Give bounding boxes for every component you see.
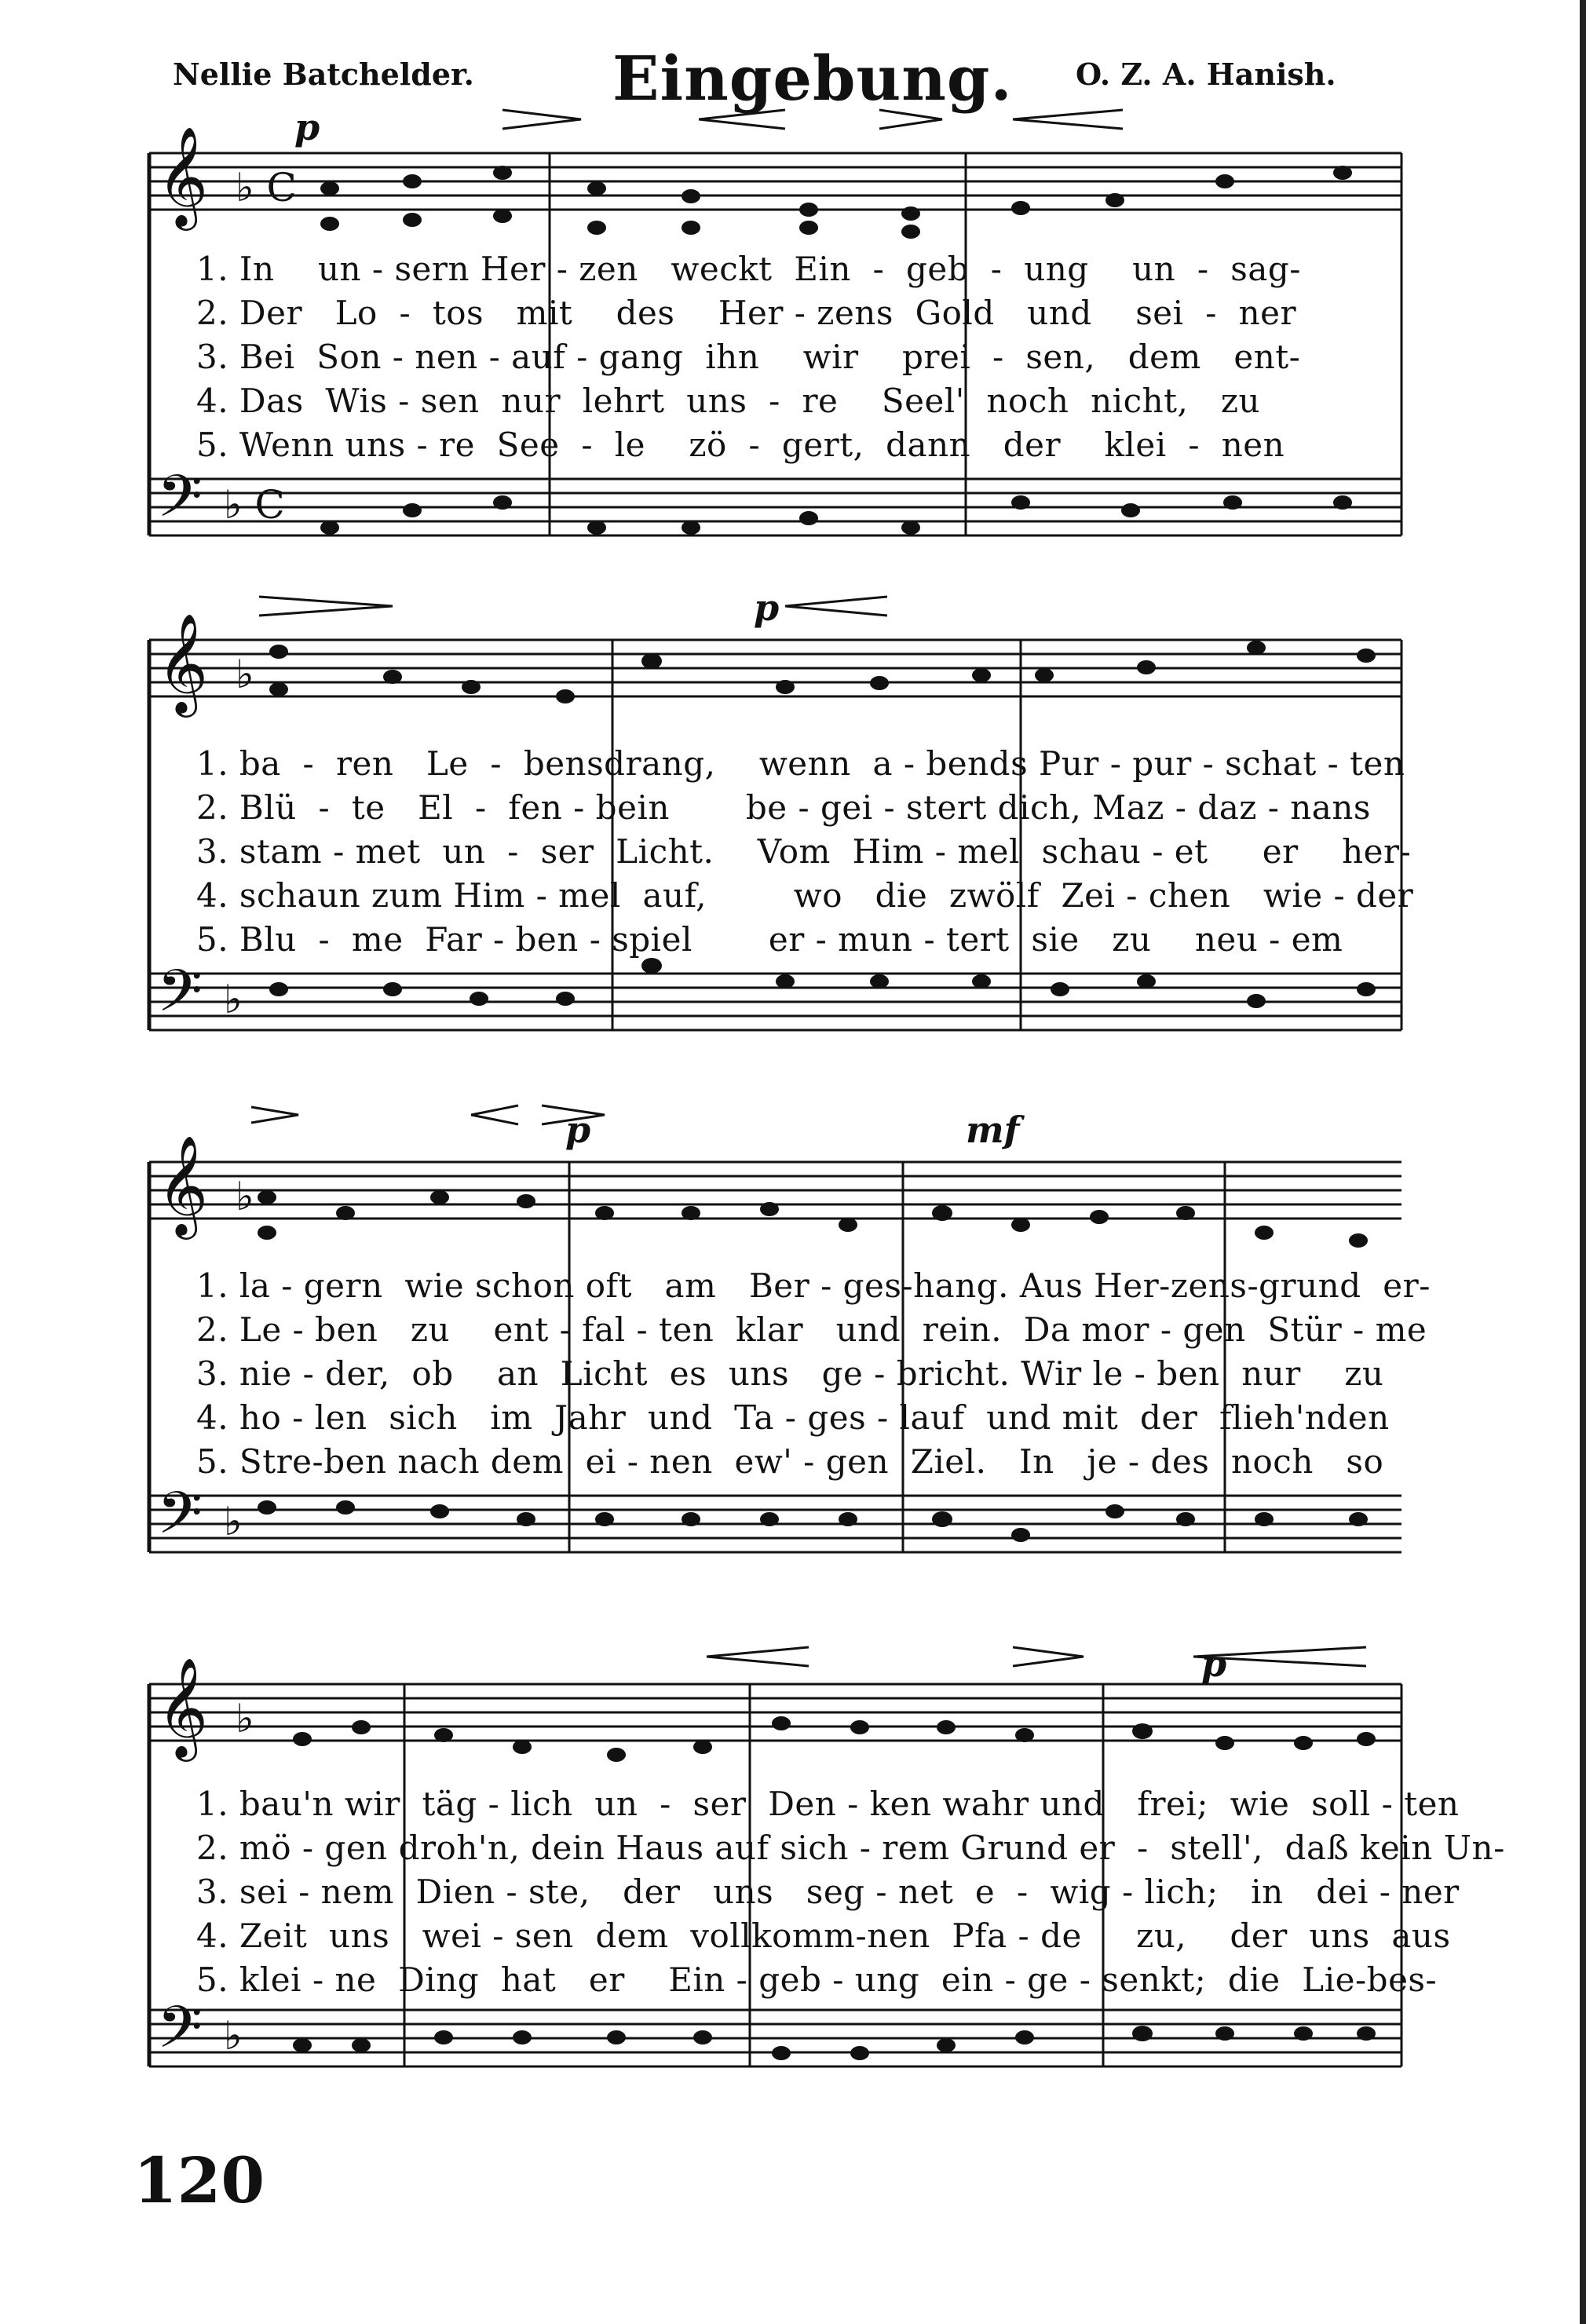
svg-text:𝄞: 𝄞 bbox=[157, 1135, 209, 1235]
author-credit: O. Z. A. Hanish. bbox=[1076, 57, 1336, 92]
verse-line: 1. bau'n wir täg - lich un - ser Den - ken wahr und frei; wie soll - ten bbox=[196, 1785, 1460, 1823]
verse-lines-4 bbox=[196, 1782, 1505, 2002]
verse-line: 5. Stre-ben nach dem ei - nen ew' - gen Ziel. In je - des noch so bbox=[196, 1442, 1384, 1481]
page-edge bbox=[1580, 0, 1586, 2324]
verse-line: 4. Zeit uns wei - sen dem vollkomm-nen Pfa - de zu, der uns aus bbox=[196, 1917, 1451, 1955]
verse-line: 5. Wenn uns - re See - le zö - gert, dann der klei - nen bbox=[196, 426, 1285, 464]
svg-text:𝄢: 𝄢 bbox=[157, 1993, 203, 2076]
verse-line: 4. ho - len sich im Jahr und Ta - ges - lauf und mit der flieh'nden bbox=[196, 1398, 1390, 1437]
dynamic-mark: mf bbox=[966, 1109, 1020, 1151]
verse-line: 5. Blu - me Far - ben - spiel er - mun - tert sie zu neu - em bbox=[196, 920, 1343, 959]
verse-line: 3. stam - met un - ser Licht. Vom Him - mel schau - et er her- bbox=[196, 832, 1412, 871]
verse-line: 4. schaun zum Him - mel auf, wo die zwölf Zei - chen wie - der bbox=[196, 876, 1414, 915]
verse-line: 3. sei - nem Dien - ste, der uns seg - net e - wig - lich; in dei - ner bbox=[196, 1873, 1460, 1911]
svg-text:♭: ♭ bbox=[224, 1499, 243, 1544]
verse-line: 5. klei - ne Ding hat er Ein - geb - ung ein - ge - senkt; die Lie-bes- bbox=[196, 1960, 1438, 1999]
dynamic-mark: p bbox=[1201, 1643, 1227, 1685]
svg-text:♭: ♭ bbox=[236, 652, 254, 697]
verse-line: 2. Le - ben zu ent - fal - ten klar und rein. Da mor - gen Stür - me bbox=[196, 1310, 1427, 1349]
svg-text:𝄞: 𝄞 bbox=[157, 612, 209, 713]
hymn-title: Eingebung. bbox=[612, 43, 1013, 115]
composer-credit: Nellie Batchelder. bbox=[173, 57, 474, 92]
svg-text:♭ C: ♭ C bbox=[224, 482, 285, 528]
page-number: 120 bbox=[133, 2143, 265, 2217]
verse-line: 2. mö - gen droh'n, dein Haus auf sich - rem Grund er - stell', daß kein Un- bbox=[196, 1829, 1505, 1867]
dynamic-mark: p bbox=[565, 1109, 591, 1151]
svg-text:𝄢: 𝄢 bbox=[157, 1479, 203, 1562]
svg-text:♭ C: ♭ C bbox=[236, 165, 297, 210]
svg-text:𝄞: 𝄞 bbox=[157, 1657, 209, 1757]
dynamic-mark: p bbox=[754, 586, 780, 629]
svg-text:♭: ♭ bbox=[236, 1696, 254, 1741]
verse-line: 1. In un - sern Her - zen weckt Ein - geb - ung un - sag- bbox=[196, 250, 1301, 288]
verse-line: 1. la - gern wie schon oft am Ber - ges-hang. Aus Her-zens-grund er- bbox=[196, 1266, 1431, 1305]
svg-text:𝄞: 𝄞 bbox=[157, 126, 209, 226]
verse-line: 2. Der Lo - tos mit des Her - zens Gold und sei - ner bbox=[196, 294, 1297, 332]
verse-line: 3. nie - der, ob an Licht es uns ge - bricht. Wir le - ben nur zu bbox=[196, 1354, 1384, 1393]
verse-line: 2. Blü - te El - fen - bein be - gei - stert dich, Maz - daz - nans bbox=[196, 788, 1371, 827]
verse-line: 1. ba - ren Le - bensdrang, wenn a - bends Pur - pur - schat - ten bbox=[196, 744, 1405, 783]
svg-text:𝄢: 𝄢 bbox=[157, 462, 203, 545]
svg-text:♭: ♭ bbox=[224, 2013, 243, 2059]
dynamic-mark: p bbox=[294, 106, 320, 148]
svg-text:♭: ♭ bbox=[236, 1174, 254, 1219]
verse-line: 3. Bei Son - nen - auf - gang ihn wir prei - sen, dem ent- bbox=[196, 338, 1301, 376]
svg-text:𝄢: 𝄢 bbox=[157, 957, 203, 1040]
verse-line: 4. Das Wis - sen nur lehrt uns - re Seel' noch nicht, zu bbox=[196, 382, 1261, 420]
svg-text:♭: ♭ bbox=[224, 977, 243, 1022]
